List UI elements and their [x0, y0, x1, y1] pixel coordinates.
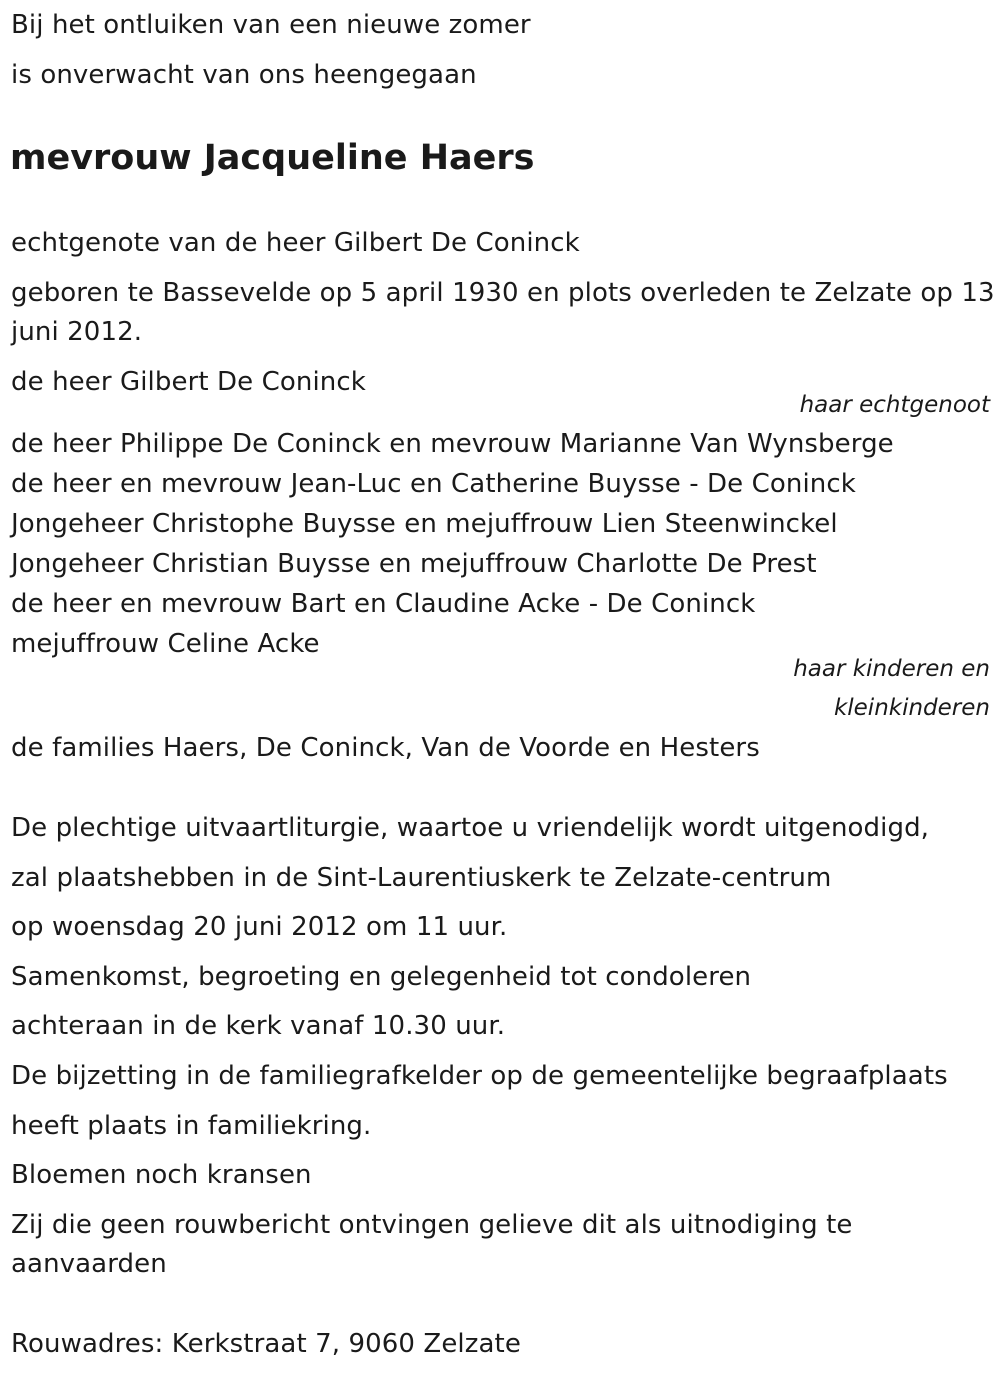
spouse-role: haar echtgenoot — [799, 392, 990, 418]
children-role-line-2: kleinkinderen — [833, 695, 990, 721]
ceremony-line: De bijzetting in de familiegrafkelder op de gemeentelijke begraafplaats — [11, 1061, 948, 1091]
intro-line-2: is onverwacht van ons heengegaan — [11, 60, 477, 90]
mourner-child: Jongeheer Christian Buysse en mejuffrouw Charlotte De Prest — [11, 549, 817, 579]
ceremony-line: Samenkomst, begroeting en gelegenheid tot condoleren — [11, 962, 752, 992]
families-line: de families Haers, De Coninck, Van de Voorde en Hesters — [11, 733, 760, 763]
ceremony-line: op woensdag 20 juni 2012 om 11 uur. — [11, 912, 508, 942]
mourner-spouse: de heer Gilbert De Coninck — [11, 367, 366, 397]
ceremony-line: zal plaatshebben in de Sint-Laurentiuskerk te Zelzate-centrum — [11, 863, 832, 893]
mourner-child: de heer Philippe De Coninck en mevrouw Marianne Van Wynsberge — [11, 429, 894, 459]
intro-line-1: Bij het ontluiken van een nieuwe zomer — [11, 10, 531, 40]
children-role-line-1: haar kinderen en — [793, 656, 990, 682]
ceremony-line: heeft plaats in familiekring. — [11, 1111, 372, 1141]
mourner-child: Jongeheer Christophe Buysse en mejuffrouw Lien Steenwinckel — [11, 509, 838, 539]
deceased-name: mevrouw Jacqueline Haers — [10, 138, 535, 178]
ceremony-line: aanvaarden — [11, 1249, 167, 1279]
ceremony-line: Bloemen noch kransen — [11, 1160, 312, 1190]
mourner-child: de heer en mevrouw Bart en Claudine Acke - De Coninck — [11, 589, 756, 619]
mourner-child: de heer en mevrouw Jean-Luc en Catherine Buysse - De Coninck — [11, 469, 856, 499]
mourner-child: mejuffrouw Celine Acke — [11, 629, 320, 659]
ceremony-line: Zij die geen rouwbericht ontvingen gelieve dit als uitnodiging te — [11, 1210, 853, 1240]
birth-death-line-1: geboren te Bassevelde op 5 april 1930 en plots overleden te Zelzate op 13 — [11, 278, 995, 308]
ceremony-line: De plechtige uitvaartliturgie, waartoe u vriendelijk wordt uitgenodigd, — [11, 813, 930, 843]
birth-death-line-2: juni 2012. — [11, 317, 143, 347]
address-line: Rouwadres: Kerkstraat 7, 9060 Zelzate — [11, 1329, 521, 1359]
spouse-line: echtgenote van de heer Gilbert De Coninck — [11, 228, 580, 258]
ceremony-line: achteraan in de kerk vanaf 10.30 uur. — [11, 1011, 506, 1041]
